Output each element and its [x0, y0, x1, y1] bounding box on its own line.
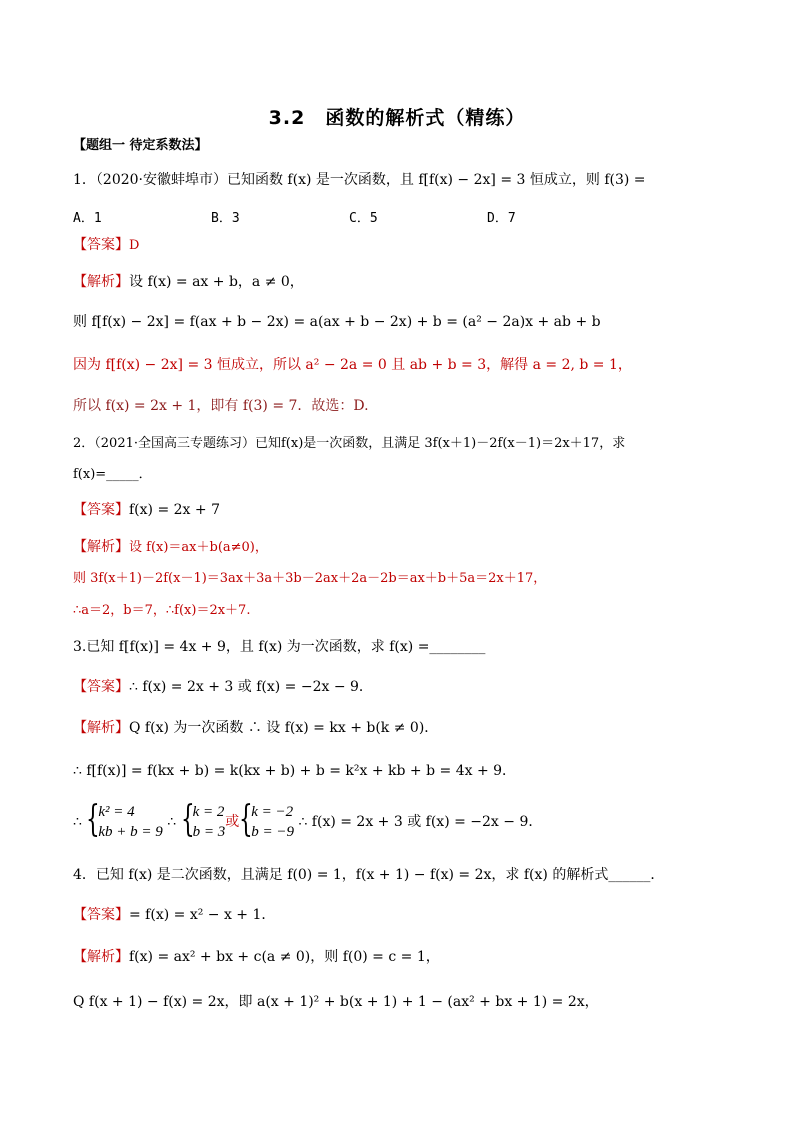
- equation-system-3: [239, 799, 294, 842]
- analysis-text: ∴ f(x) = 2x + 3 或 f(x) = −2x − 9．: [298, 814, 543, 830]
- q3-analysis-2: ∴ f[f(x)] = f(kx + b) = k(kx + b) + b = k²x + kb + b = 4x + 9．: [73, 763, 517, 779]
- q3-answer: [73, 678, 373, 696]
- system-row: k = 2: [192, 804, 225, 820]
- equation-system-1: [86, 799, 163, 842]
- q2-analysis-3: ∴a＝2，b＝7，∴f(x)＝2x＋7.: [73, 603, 251, 618]
- q1-stem: 1．（2020·安徽蚌埠市）已知函数 f(x) 是一次函数，且 f[f(x) − 2x] = 3 恒成立，则 f(3) =: [73, 172, 646, 188]
- left-brace: {: [180, 799, 195, 840]
- system-row: kb + b = 9: [98, 824, 163, 840]
- system-row: b = 3: [192, 824, 226, 840]
- answer-value: f(x) = 2x + 7: [129, 502, 220, 518]
- page-title: 3.2 函数的解析式（精练）: [268, 107, 526, 129]
- analysis-tag: 【解析】: [73, 274, 129, 290]
- system-row: k = −2: [251, 804, 294, 820]
- answer-tag: 【答案】: [73, 679, 129, 695]
- analysis-tag: 【解析】: [73, 539, 129, 555]
- therefore-symbol: ∴: [73, 814, 82, 830]
- left-brace: {: [239, 799, 253, 840]
- answer-value: ∴ f(x) = 2x + 3 或 f(x) = −2x − 9．: [129, 679, 373, 695]
- equation-system-2: [180, 799, 226, 842]
- answer-value: = f(x) = x² − x + 1．: [129, 907, 276, 923]
- q2-analysis-2: 则 3f(x＋1)－2f(x－1)＝3ax＋3a＋3b－2ax＋2a－2b＝ax＋b＋5a＝2x＋17，: [73, 571, 547, 586]
- q2-answer: [73, 501, 220, 519]
- answer-value: D: [129, 238, 140, 253]
- therefore-symbol: ∴: [167, 814, 177, 830]
- or-word: 或: [225, 814, 240, 830]
- q1-option-b: B．3: [211, 211, 240, 226]
- q2-stem-2: f(x)=_____．: [73, 467, 152, 482]
- analysis-tag: 【解析】: [73, 720, 129, 736]
- q3-stem: 3.已知 f[f(x)] = 4x + 9，且 f(x) 为一次函数，求 f(x) =________: [73, 639, 486, 655]
- system-row: b = −9: [251, 824, 294, 840]
- analysis-text: 设 f(x) = ax + b，a ≠ 0，: [129, 274, 304, 290]
- q1-analysis-1: [73, 273, 304, 291]
- analysis-text: 设 f(x)＝ax＋b(a≠0)，: [129, 540, 268, 555]
- q1-analysis-3: 因为 f[f(x) − 2x] = 3 恒成立，所以 a² − 2a = 0 且 ab + b = 3，解得 a = 2, b = 1，: [73, 357, 632, 373]
- q2-stem: 2．（2021·全国高三专题练习）已知f(x)是一次函数，且满足 3f(x＋1)－2f(x－1)＝2x＋17，求: [73, 436, 626, 451]
- answer-tag: 【答案】: [73, 237, 129, 253]
- q1-analysis-4: 所以 f(x) = 2x + 1，即有 f(3) = 7．故选：D.: [73, 398, 369, 414]
- q3-analysis-3: [73, 800, 542, 844]
- q4-analysis-2: Q f(x + 1) − f(x) = 2x，即 a(x + 1)² + b(x + 1) + 1 − (ax² + bx + 1) = 2x，: [73, 994, 599, 1010]
- system-row: k² = 4: [98, 804, 135, 820]
- q1-option-c: C．5: [349, 211, 378, 226]
- answer-tag: 【答案】: [73, 502, 129, 518]
- q4-analysis-1: [73, 948, 440, 966]
- answer-tag: 【答案】: [73, 907, 129, 923]
- q3-analysis-1: [73, 719, 438, 737]
- q1-answer: [73, 236, 139, 255]
- q4-stem: 4．已知 f(x) 是二次函数，且满足 f(0) = 1，f(x + 1) − f(x) = 2x，求 f(x) 的解析式______．: [73, 867, 665, 883]
- analysis-tag: 【解析】: [73, 949, 129, 965]
- analysis-text: Q f(x) 为一次函数 ∴ 设 f(x) = kx + b(k ≠ 0)．: [129, 720, 439, 736]
- q4-answer: [73, 906, 275, 924]
- q1-analysis-2: 则 f[f(x) − 2x] = f(ax + b − 2x) = a(ax + b − 2x) + b = (a² − 2a)x + ab + b: [73, 314, 601, 330]
- group-heading: 【题组一 待定系数法】: [73, 138, 208, 153]
- q1-option-a: A．1: [73, 211, 102, 226]
- left-brace: {: [86, 799, 101, 840]
- analysis-text: f(x) = ax² + bx + c(a ≠ 0)，则 f(0) = c = 1，: [129, 949, 440, 965]
- q2-analysis-1: [73, 538, 268, 557]
- q1-option-d: D．7: [487, 211, 516, 226]
